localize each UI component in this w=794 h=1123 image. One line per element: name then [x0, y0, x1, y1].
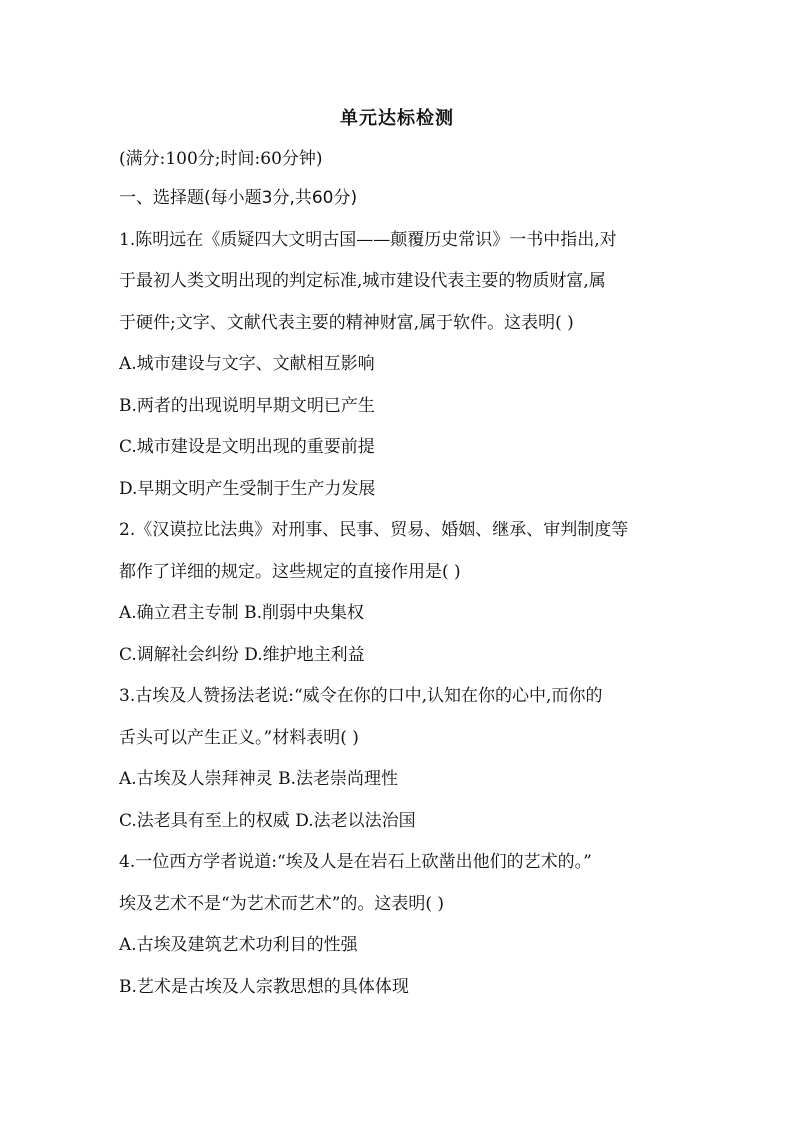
question-3-line-2: 舌头可以产生正义。”材料表明( ) [119, 727, 359, 748]
score-time-info: (满分:100分;时间:60分钟) [119, 149, 323, 169]
question-1-option-c: C.城市建设是文明出现的重要前提 [119, 437, 375, 457]
question-1-option-d: D.早期文明产生受制于生产力发展 [119, 478, 376, 499]
question-1-line-3: 于硬件;文字、文献代表主要的精神财富,属于软件。这表明( ) [119, 312, 574, 333]
question-2-options-ab: A.确立君主专制 B.削弱中央集权 [119, 603, 364, 623]
question-4-line-1: 4.一位西方学者说道:“埃及人是在岩石上砍凿出他们的艺术的。” [119, 852, 592, 872]
question-2-options-cd: C.调解社会纠纷 D.维护地主利益 [119, 644, 365, 665]
question-1-line-2: 于最初人类文明出现的判定标准,城市建设代表主要的物质财富,属 [119, 271, 606, 291]
question-3-options-ab: A.古埃及人崇拜神灵 B.法老崇尚理性 [119, 769, 398, 789]
section-heading: 一、选择题(每小题3分,共60分) [119, 188, 358, 208]
question-4-option-a: A.古埃及建筑艺术功利目的性强 [119, 935, 358, 955]
question-3-line-1: 3.古埃及人赞扬法老说:“威令在你的口中,认知在你的心中,而你的 [119, 686, 603, 706]
document-body [119, 140, 679, 1008]
question-3-options-cd: C.法老具有至上的权威 D.法老以法治国 [119, 810, 416, 831]
question-1-option-b: B.两者的出现说明早期文明已产生 [119, 395, 375, 416]
question-2-line-2: 都作了详细的规定。这些规定的直接作用是( ) [119, 561, 461, 582]
page-title: 单元达标检测 [340, 108, 454, 129]
question-1-line-1: 1.陈明远在《质疑四大文明古国——颠覆历史常识》一书中指出,对 [119, 229, 617, 250]
question-4-option-b: B.艺术是古埃及人宗教思想的具体体现 [119, 976, 409, 997]
question-1-option-a: A.城市建设与文字、文献相互影响 [119, 354, 375, 374]
question-4-line-2: 埃及艺术不是“为艺术而艺术”的。这表明( ) [119, 893, 445, 914]
question-2-line-1: 2.《汉谟拉比法典》对刑事、民事、贸易、婚姻、继承、审判制度等 [119, 520, 629, 540]
